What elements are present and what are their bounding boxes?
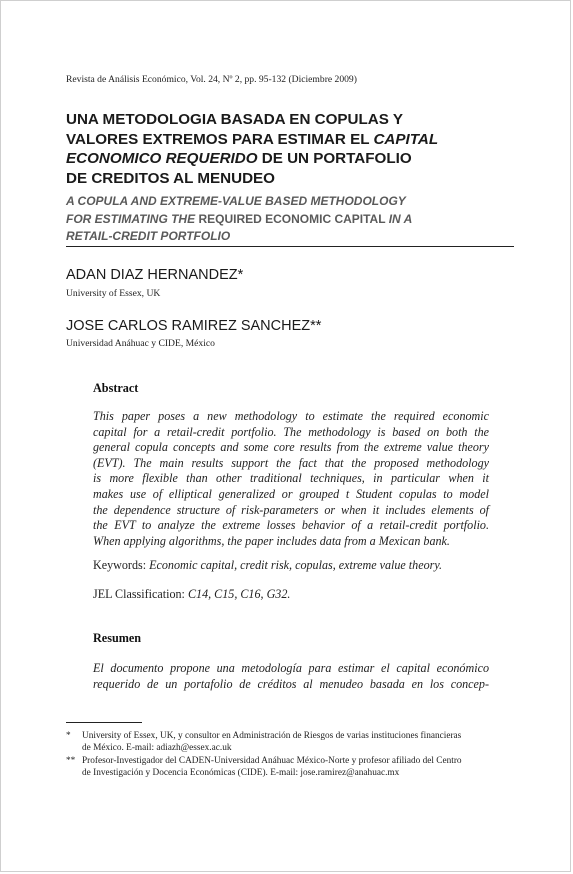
author-affiliation: University of Essex, UK (66, 288, 161, 299)
author-name: JOSE CARLOS RAMIREZ SANCHEZ** (66, 318, 322, 334)
footnote-line: de Investigación y Docencia Económicas (CIDE). E-mail: jose.ramirez@anahuac.mx (82, 768, 400, 779)
resumen-line: requerido de un portafolio de créditos al menudeo basada en los concep- (93, 676, 489, 691)
abstract-heading: Abstract (93, 381, 139, 395)
title-line: ECONOMICO REQUERIDO DE UN PORTAFOLIO (66, 150, 412, 167)
footnote-mark: * (66, 731, 71, 741)
author-name: ADAN DIAZ HERNANDEZ* (66, 267, 244, 283)
subtitle-line: RETAIL-CREDIT PORTFOLIO (66, 229, 231, 243)
subtitle-line: A COPULA AND EXTREME-VALUE BASED METHODOLOGY (66, 194, 406, 208)
footnote (66, 730, 518, 755)
abstract-line: the EVT to analyze the extreme losses behavior of a retail-credit portfolio. (93, 518, 489, 533)
footnote-divider (66, 722, 142, 723)
abstract-line: makes use of elliptical generalized or grouped t Student copulas to model (93, 486, 489, 501)
title-line: UNA METODOLOGIA BASADA EN COPULAS Y (66, 111, 403, 128)
title-line: VALORES EXTREMOS PARA ESTIMAR EL CAPITAL (66, 130, 439, 148)
title-divider (66, 246, 514, 247)
resumen-body (93, 661, 489, 692)
english-title (66, 193, 526, 246)
abstract-line: When applying algorithms, the paper includes data from a Mexican bank. (93, 533, 450, 548)
footnote-line: Profesor-Investigador del CADEN-Universidad Anáhuac México-Norte y profesor afiliado del Centro (82, 756, 462, 766)
subtitle-line: FOR ESTIMATING THE REQUIRED ECONOMIC CAPITAL IN A (66, 211, 413, 226)
resumen-line: El documento propone una metodología para estimar el capital económico (93, 661, 489, 675)
footnote-mark: ** (66, 756, 76, 766)
jel-classification: JEL Classification: C14, C15, C16, G32. (93, 587, 291, 601)
abstract-line: capital for a retail-credit portfolio. The methodology is based on both the (93, 424, 489, 439)
footnote-line: de México. E-mail: adiazh@essex.ac.uk (82, 743, 232, 754)
abstract-line: the dependence structure of risk-parameters or when it includes elements of (93, 502, 489, 517)
title-line: DE CREDITOS AL MENUDEO (66, 169, 275, 187)
journal-citation: Revista de Análisis Económico, Vol. 24, Nº 2, pp. 95-132 (Diciembre 2009) (66, 74, 357, 85)
keywords: Keywords: Economic capital, credit risk, copulas, extreme value theory. (93, 558, 443, 572)
paper-title (66, 110, 526, 188)
abstract-line: is more flexible than other traditional techniques, in particular when it (93, 471, 489, 486)
abstract-line: This paper poses a new methodology to estimate the required economic (93, 409, 489, 423)
abstract-line: (EVT). The main results support the fact that the proposed methodology (93, 455, 489, 470)
footnote-line: University of Essex, UK, y consultor en Administración de Riesgos de varias instituciones financieras (82, 731, 462, 741)
author-affiliation: Universidad Anáhuac y CIDE, México (66, 338, 215, 349)
resumen-heading: Resumen (93, 631, 142, 645)
abstract-body (93, 409, 489, 549)
footnote (66, 755, 518, 780)
abstract-line: general copula concepts and some core results from the extreme value theory (93, 440, 489, 455)
